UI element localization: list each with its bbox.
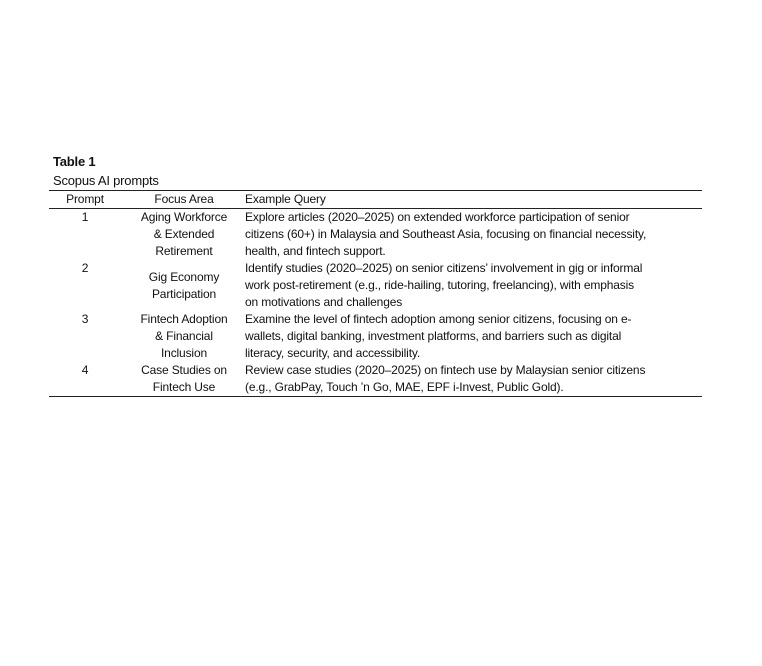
focus-line: Aging Workforce bbox=[140, 210, 228, 224]
focus-line: & Financial bbox=[155, 329, 213, 343]
table-header-row bbox=[49, 191, 702, 208]
query-line: (e.g., GrabPay, Touch ’n Go, MAE, EPF i-Invest, Public Gold). bbox=[245, 380, 564, 394]
focus-line: Participation bbox=[151, 286, 217, 301]
table-title: Scopus AI prompts bbox=[53, 173, 159, 188]
focus-line: Fintech Use bbox=[152, 380, 216, 394]
table-row bbox=[49, 209, 702, 260]
table-row bbox=[49, 260, 702, 311]
query-line: on motivations and challenges bbox=[245, 295, 403, 309]
focus-area bbox=[125, 260, 243, 311]
focus-line: Retirement bbox=[155, 244, 213, 258]
query-line: Review case studies (2020–2025) on fintech use by Malaysian senior citizens bbox=[245, 363, 646, 377]
prompt-number: 1 bbox=[81, 210, 89, 224]
query-line: citizens (60+) in Malaysia and Southeast Asia, focusing on financial necessity, bbox=[245, 227, 647, 241]
header-prompt: Prompt bbox=[66, 192, 104, 206]
header-example-query: Example Query bbox=[245, 192, 326, 206]
prompts-table bbox=[49, 190, 702, 397]
focus-line: & Extended bbox=[153, 227, 215, 241]
query-line: Examine the level of fintech adoption among senior citizens, focusing on e- bbox=[245, 312, 632, 326]
query-line: Explore articles (2020–2025) on extended workforce participation of senior bbox=[245, 210, 630, 224]
query-line: Identify studies (2020–2025) on senior citizens’ involvement in gig or informal bbox=[245, 261, 643, 275]
query-line: literacy, security, and accessibility. bbox=[245, 346, 421, 360]
focus-area bbox=[125, 311, 243, 362]
query-line: wallets, digital banking, investment platforms, and barriers such as digital bbox=[245, 329, 622, 343]
header-focus-area: Focus Area bbox=[154, 192, 214, 206]
table-number: Table 1 bbox=[53, 154, 96, 169]
example-query bbox=[243, 260, 702, 311]
focus-line: Case Studies on bbox=[141, 363, 227, 377]
prompt-number: 4 bbox=[81, 363, 89, 377]
focus-line: Inclusion bbox=[160, 346, 207, 360]
example-query bbox=[243, 362, 702, 396]
prompt-number: 2 bbox=[81, 261, 89, 275]
prompt-number: 3 bbox=[81, 312, 89, 326]
table-row bbox=[49, 362, 702, 396]
example-query bbox=[243, 209, 702, 260]
query-line: work post-retirement (e.g., ride-hailing, tutoring, freelancing), with emphasis bbox=[245, 278, 634, 292]
focus-area bbox=[125, 209, 243, 260]
table-row bbox=[49, 311, 702, 362]
example-query bbox=[243, 311, 702, 362]
focus-line: Gig Economy bbox=[148, 269, 220, 284]
query-line: health, and fintech support. bbox=[245, 244, 386, 258]
focus-line: Fintech Adoption bbox=[140, 312, 228, 326]
focus-area bbox=[125, 362, 243, 396]
table-bottom-rule bbox=[49, 396, 702, 397]
